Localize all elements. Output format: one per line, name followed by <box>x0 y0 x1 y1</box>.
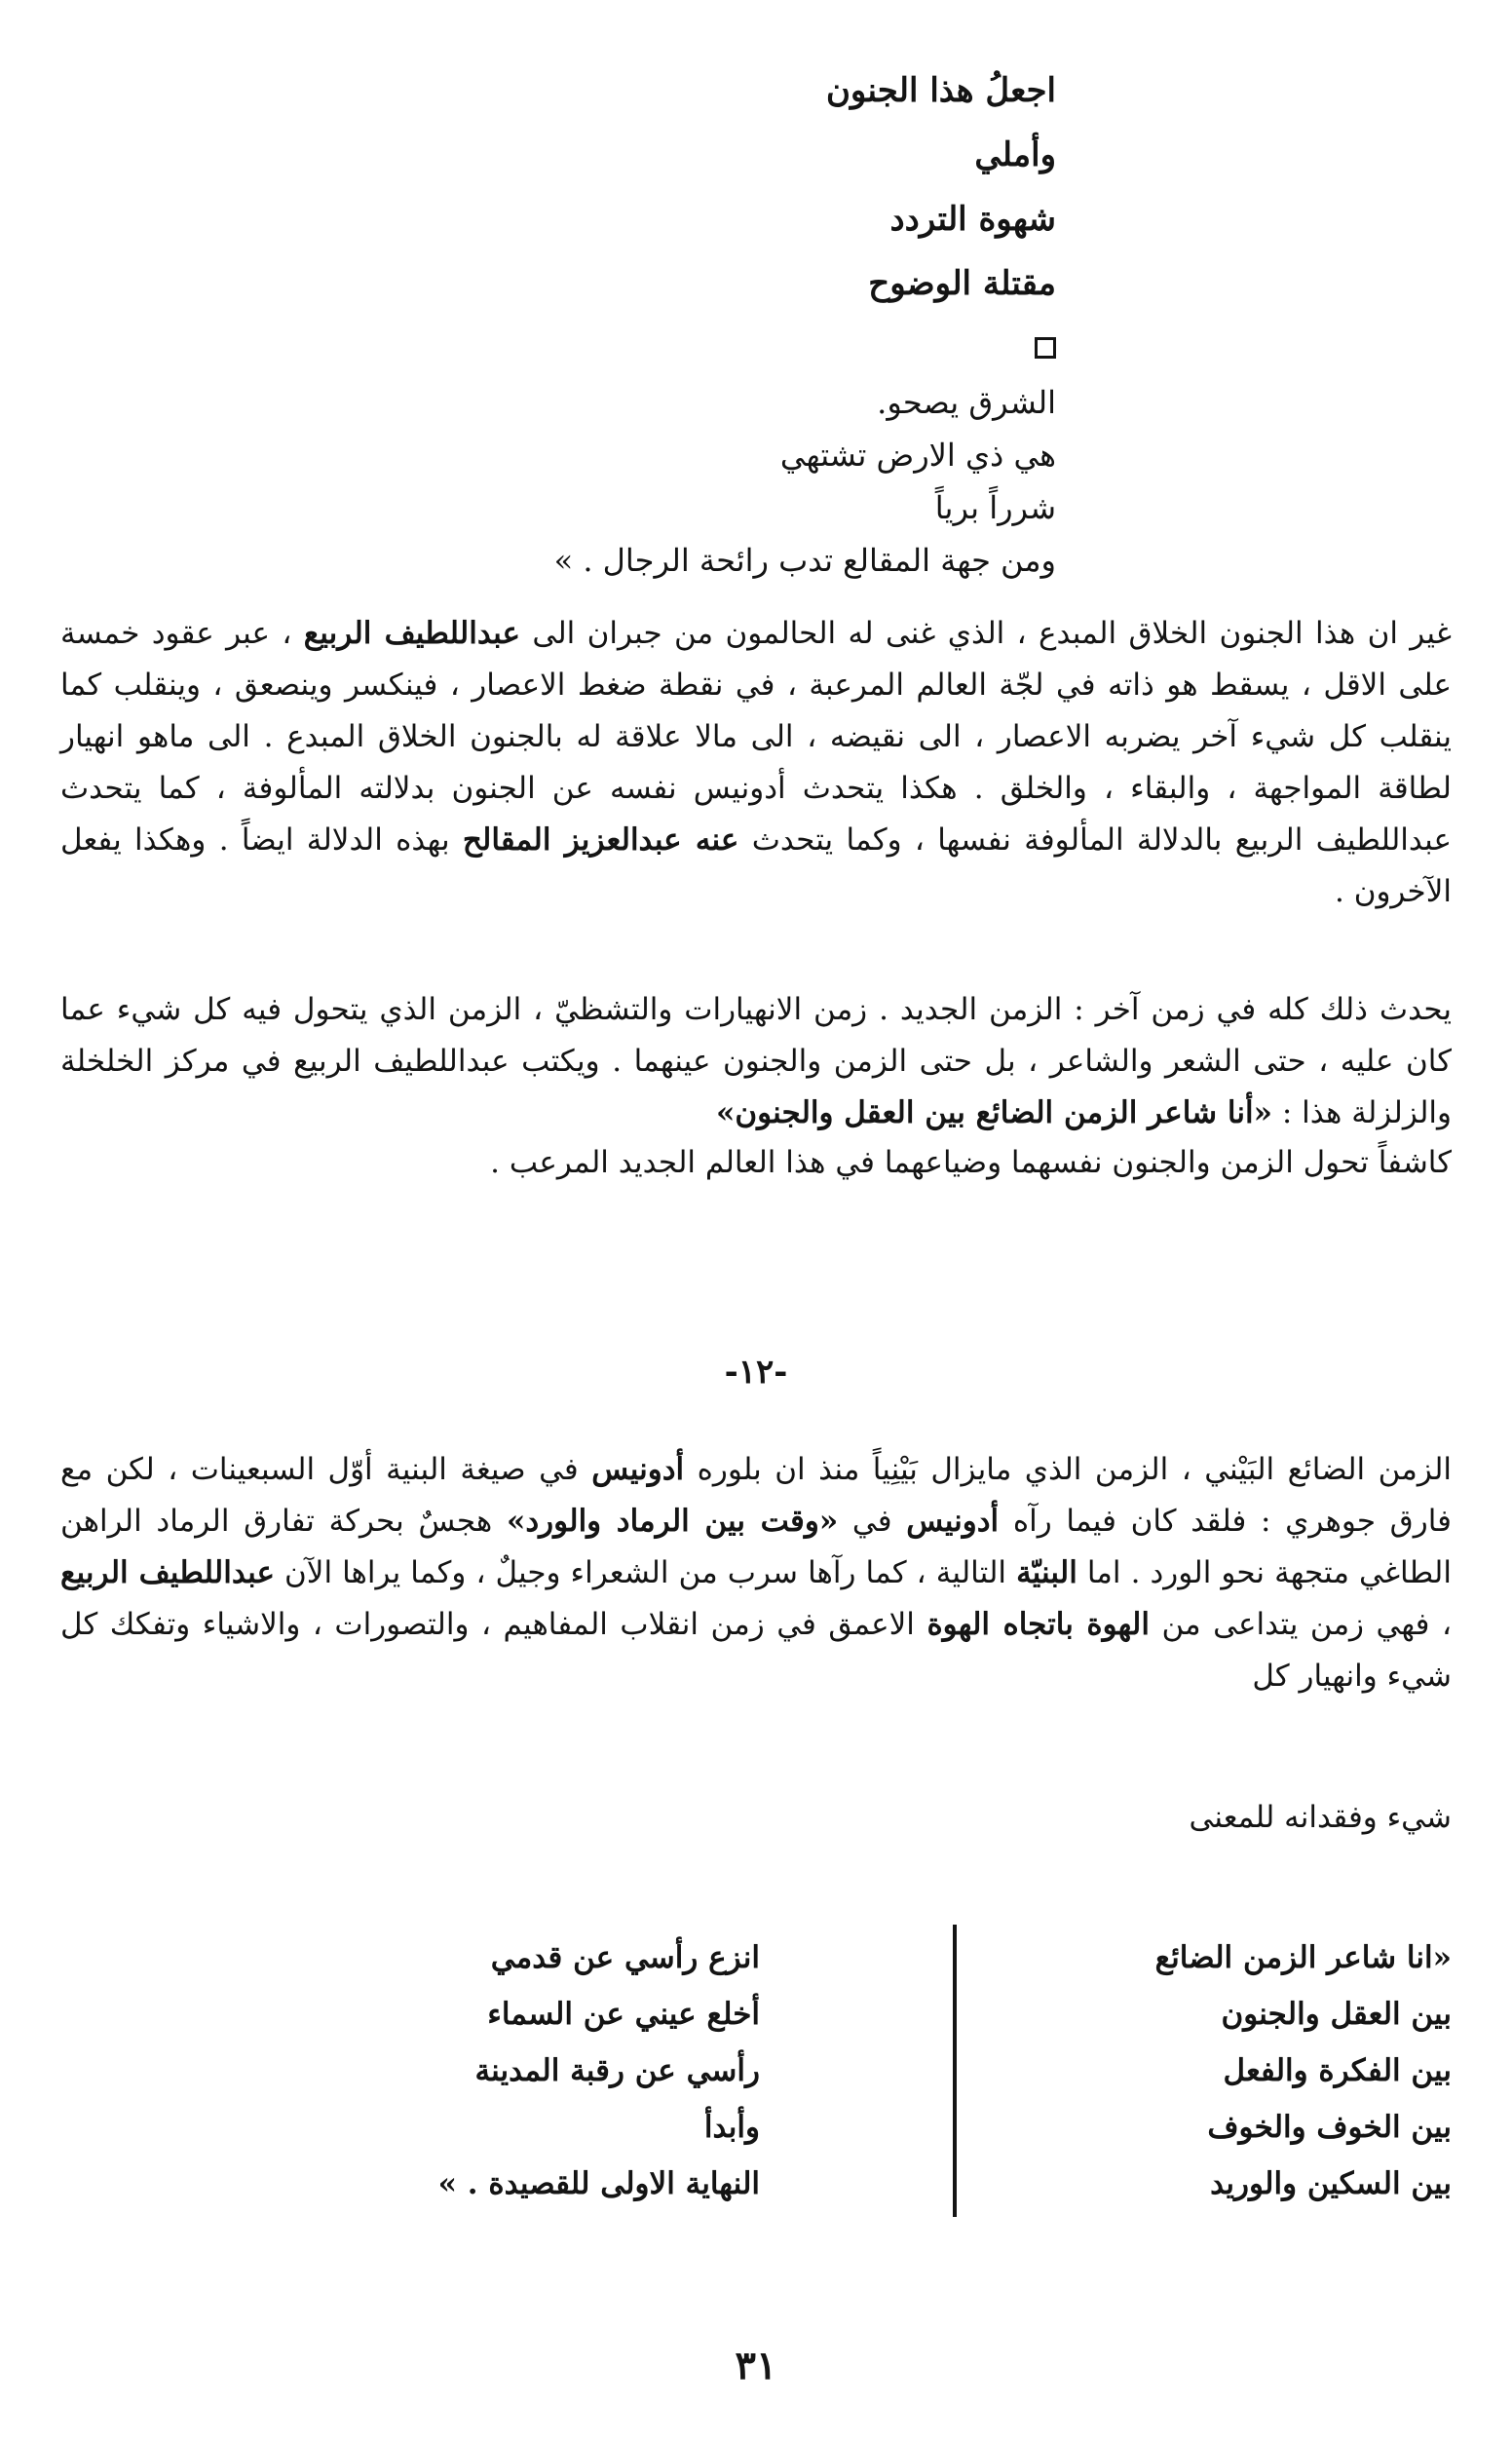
paragraph-3 <box>60 1137 1452 1189</box>
text-run: يحدث ذلك كله في زمن آخر : الزمن الجديد . زمن الانهيارات والتشظيّ ، الزمن الذي يتحول فيه كل شيء عما كان عليه ، حتى الشعر والشاعر ، بل حتى الزمن والجنون عينهما . ويكتب عبداللطيف الربيع في مركز الخلخلة والزلزلة هذا : <box>60 992 1452 1130</box>
text-run: الاعمق في زمن انقلاب المفاهيم ، والتصورات ، والاشياء وتفكك كل شيء وانهيار كل <box>60 1607 1452 1694</box>
text-run: في <box>838 1504 907 1539</box>
poem-line: أخلع عيني عن السماء <box>487 1997 760 2032</box>
bold-title: «وقت بين الرماد والورد» <box>506 1504 839 1539</box>
poem-line: وأبدأ <box>703 2110 760 2145</box>
poem-line: بين الخوف والخوف <box>1207 2110 1452 2145</box>
square-separator-icon <box>1035 337 1056 359</box>
poem-line: بين السكين والوريد <box>1210 2166 1452 2201</box>
text-run: في صيغة البنية أوّل السبعينات ، لكن مع فارق جوهري : فلقد كان فيما رآه <box>60 1452 1452 1539</box>
text-run: هجسٌ بحركة تفارق الرماد الراهن الطاغي متجهة نحو الورد . اما <box>60 1504 1452 1590</box>
text-run: الزمن الضائع البَيْني ، الزمن الذي مايزال بَيْنِياً منذ ان بلوره <box>684 1452 1452 1487</box>
verse-line: وأملي <box>974 135 1056 174</box>
bold-name: عبداللطيف الربيع <box>60 1555 275 1590</box>
bold-name: عبداللطيف الربيع <box>303 616 520 651</box>
bold-name: عنه عبدالعزيز المقالح <box>462 822 739 858</box>
verse-line: مقتلة الوضوح <box>868 264 1056 303</box>
text-run: ، فهي زمن يتداعى من <box>1149 1607 1452 1642</box>
section-number: -١٢- <box>724 1353 788 1392</box>
column-divider <box>953 1925 957 2217</box>
poem-column-right <box>945 1929 1452 2212</box>
poem-line: «انا شاعر الزمن الضائع <box>1154 1940 1452 1975</box>
opening-verse <box>374 58 1056 380</box>
verse-line: الشرق يصحو. <box>877 384 1056 421</box>
text-run: كاشفاً تحول الزمن والجنون نفسهما وضياعهما في هذا العالم الجديد المرعب . <box>490 1145 1452 1180</box>
bold-quote: «أنا شاعر الزمن الضائع بين العقل والجنون» <box>715 1095 1272 1130</box>
poem-line: رأسي عن رقبة المدينة <box>474 2053 760 2088</box>
verse-line: شهوة التردد <box>889 200 1056 239</box>
paragraph-4 <box>60 1444 1452 1702</box>
verse-line: ومن جهة المقالع تدب رائحة الرجال . » <box>553 542 1056 579</box>
section-separator <box>374 316 1056 380</box>
bold-term: البنيّة <box>1016 1555 1077 1590</box>
poem-line: النهاية الاولى للقصيدة . » <box>437 2166 760 2201</box>
continuation-line: شيء وفقدانه للمعنى <box>1189 1800 1452 1835</box>
verse-line: هي ذي الارض تشتهي <box>779 437 1056 474</box>
paragraph-2 <box>60 984 1452 1139</box>
bold-name: أدونيس <box>591 1452 685 1487</box>
poem-column-left <box>253 1929 760 2212</box>
bold-term: الهوة باتجاه الهوة <box>926 1607 1150 1642</box>
text-run: بهذه الدلالة ايضاً . وهكذا يفعل الآخرون . <box>60 822 1452 909</box>
second-verse <box>374 376 1056 587</box>
poem-line: بين الفكرة والفعل <box>1223 2053 1452 2088</box>
verse-line: شرراً برياً <box>934 489 1056 526</box>
text-run: التالية ، كما رآها سرب من الشعراء وجيلٌ ، وكما يراها الآن <box>274 1555 1017 1590</box>
page-number: ٣١ <box>735 2343 777 2388</box>
poem-line: انزع رأسي عن قدمي <box>490 1940 760 1975</box>
bold-name: أدونيس <box>906 1504 1000 1539</box>
poem-line: بين العقل والجنون <box>1221 1997 1452 2032</box>
verse-line: اجعلُ هذا الجنون <box>825 71 1056 110</box>
paragraph-1 <box>60 608 1452 918</box>
text-run: غير ان هذا الجنون الخلاق المبدع ، الذي غنى له الحالمون من جبران الى <box>520 616 1452 651</box>
text-run: ، عبر عقود خمسة على الاقل ، يسقط هو ذاته في لجّة العالم المرعبة ، في نقطة ضغط الاعصار ، فينكسر وينصعق ، وينقلب كما ينقلب كل شيء آخر يضربه الاعصار ، الى نقيضه ، الى مالا علاقة له بالجنون الخلاق المبدع . الى ماهو انهيار لطاقة المواجهة ، والبقاء ، والخلق . هكذا يتحدث أدونيس نفسه عن الجنون بدلالته المألوفة ، كما يتحدث عبداللطيف الربيع بالدلالة المألوفة نفسها ، وكما يتحدث <box>60 616 1452 858</box>
